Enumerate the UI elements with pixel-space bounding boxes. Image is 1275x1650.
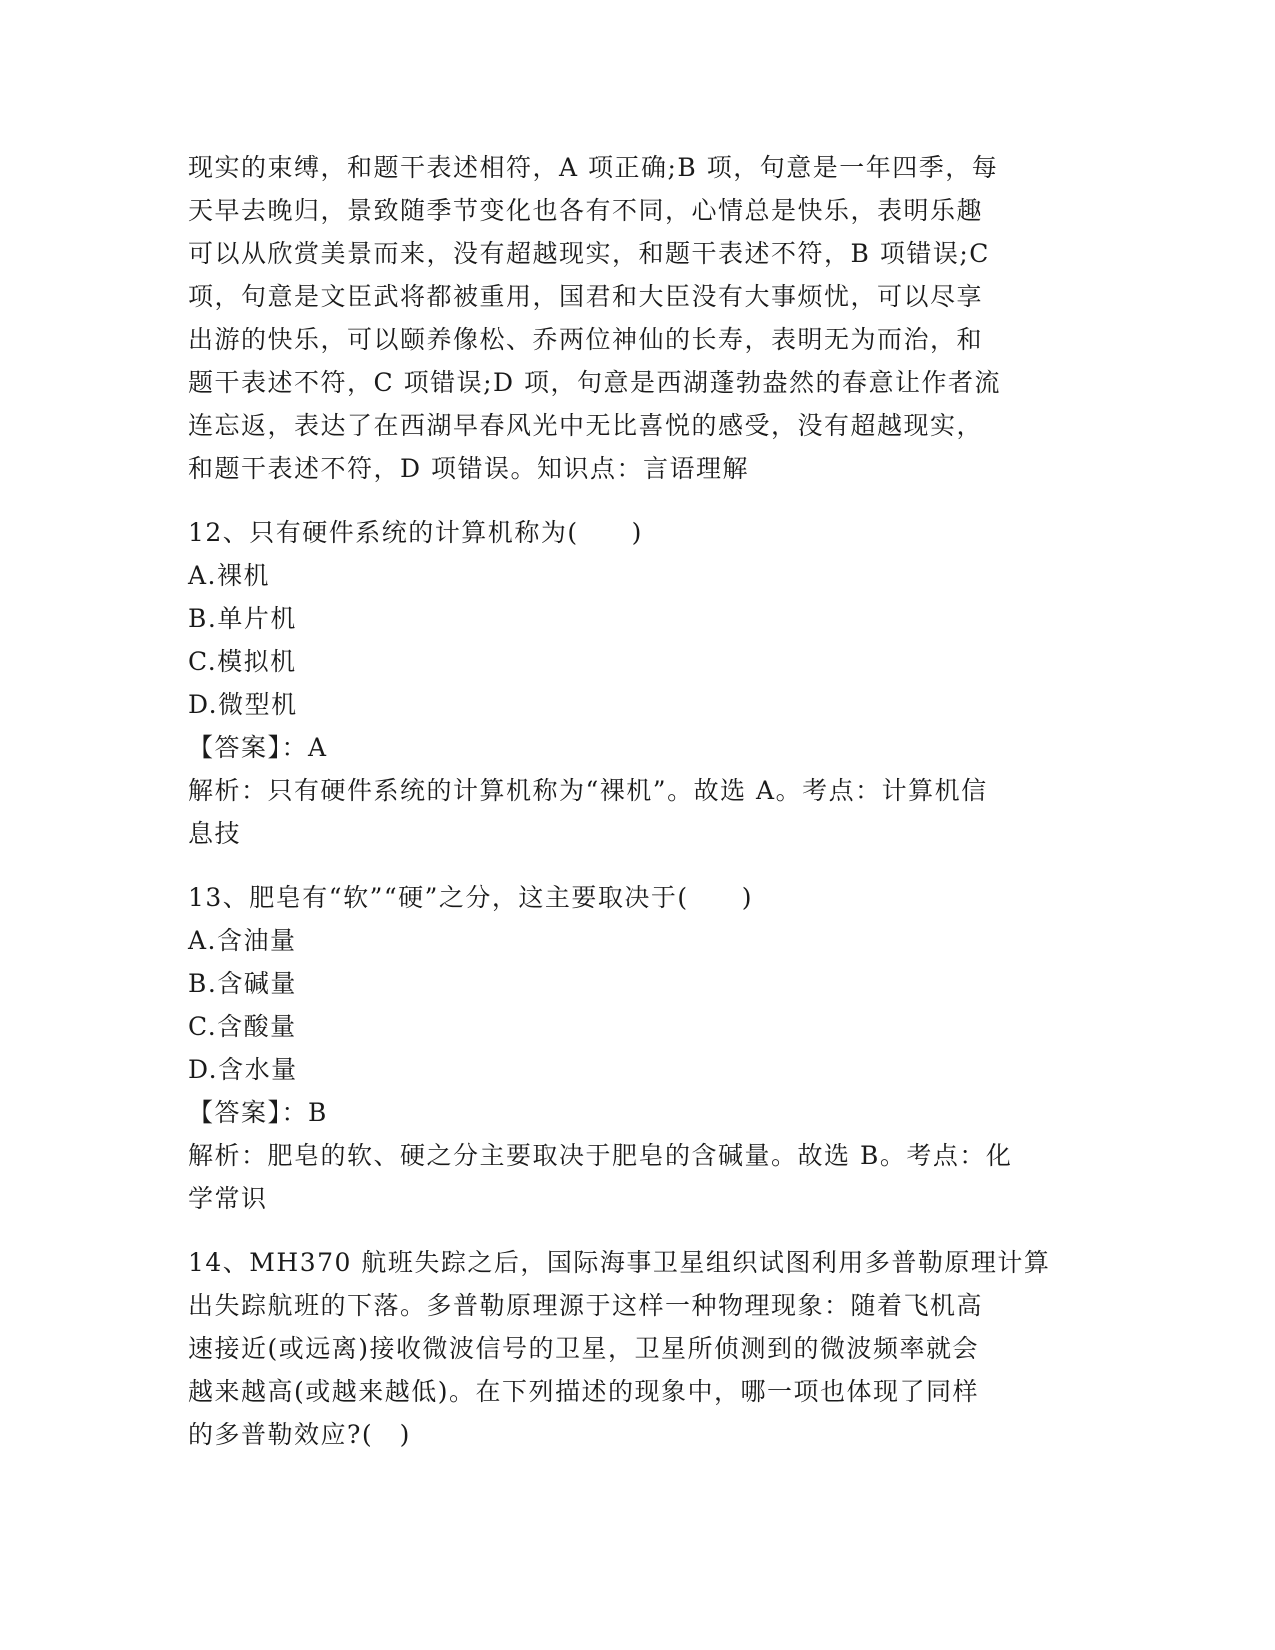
- option-b: B.单片机: [188, 604, 297, 633]
- question-text-line: 速接近(或远离)接收微波信号的卫星，卫星所侦测到的微波频率就会: [188, 1334, 980, 1363]
- option-a: A.裸机: [188, 561, 271, 590]
- question-14: [188, 1241, 1088, 1456]
- question-13: [188, 876, 1088, 1220]
- option-d: D.微型机: [188, 690, 298, 719]
- question-text-line: 14、MH370 航班失踪之后，国际海事卫星组织试图利用多普勒原理计算: [188, 1248, 1051, 1277]
- analysis-line: 学常识: [188, 1184, 268, 1213]
- analysis-line: 解析：只有硬件系统的计算机称为“裸机”。故选 A。考点：计算机信: [188, 776, 988, 805]
- analysis-line: 题干表述不符，C 项错误;D 项，句意是西湖蓬勃盎然的春意让作者流: [188, 368, 1001, 397]
- option-a: A.含油量: [188, 926, 297, 955]
- spacer: [188, 490, 1088, 511]
- option-c: C.模拟机: [188, 647, 297, 676]
- answer: 【答案】：B: [188, 1098, 328, 1127]
- spacer: [188, 855, 1088, 876]
- analysis-line: 项，句意是文臣武将都被重用，国君和大臣没有大事烦忧，可以尽享: [188, 282, 984, 311]
- question-12: [188, 511, 1088, 855]
- analysis-line: 和题干表述不符，D 项错误。知识点：言语理解: [188, 454, 749, 483]
- analysis-line: 息技: [188, 819, 242, 848]
- analysis-line: 连忘返，表达了在西湖早春风光中无比喜悦的感受，没有超越现实，: [188, 411, 984, 440]
- previous-analysis-continuation: [188, 146, 1088, 490]
- analysis-line: 出游的快乐，可以颐养像松、乔两位神仙的长寿，表明无为而治，和: [188, 325, 984, 354]
- document-page: [188, 146, 1088, 1456]
- option-d: D.含水量: [188, 1055, 298, 1084]
- question-text: 12、只有硬件系统的计算机称为( ): [188, 518, 643, 547]
- answer: 【答案】：A: [188, 733, 328, 762]
- spacer: [188, 1220, 1088, 1241]
- analysis-line: 现实的束缚，和题干表述相符，A 项正确;B 项，句意是一年四季，每: [188, 153, 999, 182]
- option-c: C.含酸量: [188, 1012, 297, 1041]
- analysis-line: 解析：肥皂的软、硬之分主要取决于肥皂的含碱量。故选 B。考点：化: [188, 1141, 1013, 1170]
- question-text: 13、肥皂有“软”“硬”之分，这主要取决于( ): [188, 883, 753, 912]
- question-text-line: 越来越高(或越来越低)。在下列描述的现象中，哪一项也体现了同样: [188, 1377, 980, 1406]
- analysis-line: 天早去晚归，景致随季节变化也各有不同，心情总是快乐，表明乐趣: [188, 196, 984, 225]
- question-text-line: 的多普勒效应?( ): [188, 1420, 411, 1449]
- question-text-line: 出失踪航班的下落。多普勒原理源于这样一种物理现象：随着飞机高: [188, 1291, 984, 1320]
- analysis-line: 可以从欣赏美景而来，没有超越现实，和题干表述不符，B 项错误;C: [188, 239, 990, 268]
- option-b: B.含碱量: [188, 969, 297, 998]
